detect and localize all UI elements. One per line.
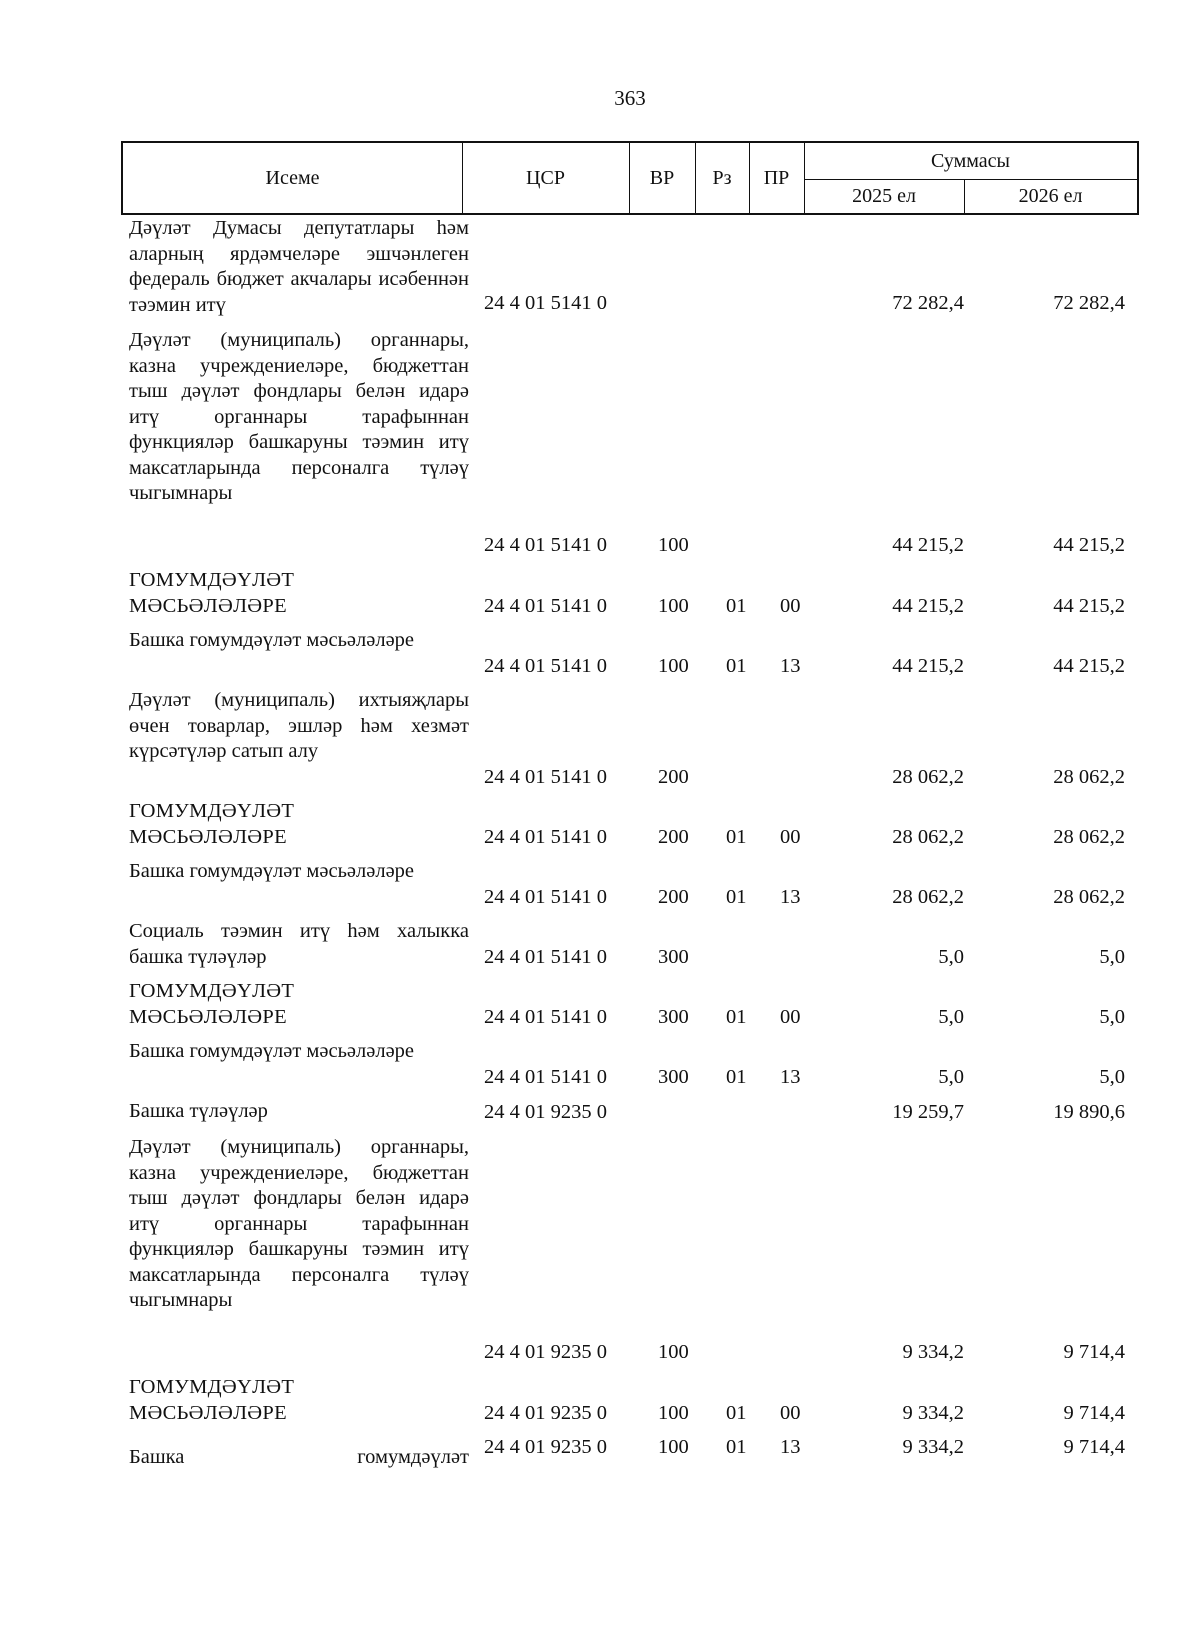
table-body [121, 216, 1139, 1475]
table-row [121, 1135, 1139, 1365]
header-name: Исеме [123, 143, 463, 213]
row-2025: 28 062,2 [892, 765, 964, 788]
row-rz: 01 [726, 885, 747, 908]
row-pr: 00 [780, 825, 801, 848]
row-2025: 9 334,2 [902, 1401, 964, 1424]
row-name: ГОМУМДӘҮЛӘТ МӘСЬӘЛӘЛӘРЕ [129, 980, 295, 1028]
row-2026: 19 890,6 [1053, 1100, 1125, 1123]
row-2025: 5,0 [938, 945, 964, 968]
row-vr: 200 [658, 885, 689, 908]
row-name: Социаль тәэмин итү һәм халыкка башка түләүләр [129, 920, 469, 968]
row-2025: 5,0 [938, 1005, 964, 1028]
table-row [121, 688, 1139, 790]
row-csr: 24 4 01 5141 0 [484, 1005, 607, 1028]
header-sums-group [804, 143, 1137, 213]
row-vr: 100 [658, 594, 689, 617]
table-header [121, 141, 1139, 215]
row-pr: 13 [780, 1436, 801, 1458]
table-row [121, 919, 1139, 970]
row-name: Башка түләүләр [129, 1100, 268, 1122]
row-vr: 300 [658, 1005, 689, 1028]
table-row [121, 628, 1139, 679]
row-vr: 200 [658, 765, 689, 788]
row-rz: 01 [726, 825, 747, 848]
table-row [121, 1375, 1139, 1426]
row-2026: 44 215,2 [1053, 594, 1125, 617]
row-name: Дәүләт Думасы депутатлары һәм аларның ярдәмчеләре эшчәнлеген федераль бюджет акчалары исәбеннән тәэмин итү [129, 217, 469, 316]
row-vr: 300 [658, 1065, 689, 1088]
row-2026: 28 062,2 [1053, 885, 1125, 908]
row-name: ГОМУМДӘҮЛӘТ МӘСЬӘЛӘЛӘРЕ [129, 569, 295, 617]
row-vr: 300 [658, 945, 689, 968]
table-row [121, 799, 1139, 850]
row-name: ГОМУМДӘҮЛӘТ МӘСЬӘЛӘЛӘРЕ [129, 1376, 295, 1424]
header-2026: 2026 ел [1018, 184, 1083, 207]
row-pr: 00 [780, 594, 801, 617]
row-2026: 28 062,2 [1053, 765, 1125, 788]
header-pr: ПР [749, 143, 805, 213]
row-name: Башка гомумдәүләт [129, 1446, 469, 1468]
row-vr: 100 [658, 1340, 689, 1363]
row-2026: 28 062,2 [1053, 825, 1125, 848]
row-2025: 5,0 [938, 1065, 964, 1088]
row-pr: 13 [780, 885, 801, 908]
row-name: Дәүләт (муниципаль) ихтыяҗлары өчен товарлар, эшләр һәм хезмәт күрсәтүләр сатып алу [129, 689, 469, 762]
table-row [121, 216, 1139, 316]
row-csr: 24 4 01 9235 0 [484, 1100, 607, 1123]
row-pr: 13 [780, 1065, 801, 1088]
row-2025: 19 259,7 [892, 1100, 964, 1123]
row-rz: 01 [726, 1401, 747, 1424]
row-csr: 24 4 01 5141 0 [484, 654, 607, 677]
row-2026: 5,0 [1099, 1005, 1125, 1028]
row-name: Башка гомумдәүләт мәсьәләләре [129, 629, 415, 651]
row-rz: 01 [726, 1005, 747, 1028]
row-csr: 24 4 01 5141 0 [484, 291, 607, 314]
row-csr: 24 4 01 5141 0 [484, 945, 607, 968]
row-pr: 13 [780, 654, 801, 677]
table-row [121, 1039, 1139, 1090]
row-2026: 44 215,2 [1053, 533, 1125, 556]
row-csr: 24 4 01 5141 0 [484, 765, 607, 788]
header-2025: 2025 ел [804, 179, 965, 213]
row-2025: 9 334,2 [902, 1436, 964, 1458]
row-2025: 28 062,2 [892, 885, 964, 908]
row-vr: 100 [658, 1436, 689, 1458]
header-vr: ВР [629, 143, 696, 213]
header-csr: ЦСР [462, 143, 630, 213]
table-row [121, 1099, 1139, 1125]
row-2026: 9 714,4 [1063, 1401, 1125, 1424]
row-csr: 24 4 01 9235 0 [484, 1340, 607, 1363]
row-csr: 24 4 01 5141 0 [484, 885, 607, 908]
row-vr: 100 [658, 1401, 689, 1424]
table-row [121, 859, 1139, 910]
row-pr: 00 [780, 1401, 801, 1424]
row-name: Дәүләт (муниципаль) органнары, казна учреждениеләре, бюджеттан тыш дәүләт фондлары белән идарә итү органнары тарафыннан функцияләр башкаруны тәэмин итү максатларында персоналга түләү чыгымнары [129, 1136, 469, 1311]
row-rz: 01 [726, 1436, 747, 1458]
row-2025: 72 282,4 [892, 291, 964, 314]
row-2026: 44 215,2 [1053, 654, 1125, 677]
row-2025: 44 215,2 [892, 654, 964, 677]
row-vr: 200 [658, 825, 689, 848]
row-2025: 44 215,2 [892, 594, 964, 617]
row-name: ГОМУМДӘҮЛӘТ МӘСЬӘЛӘЛӘРЕ [129, 800, 295, 848]
row-name: Башка гомумдәүләт мәсьәләләре [129, 860, 415, 882]
row-csr: 24 4 01 5141 0 [484, 533, 607, 556]
row-csr: 24 4 01 5141 0 [484, 594, 607, 617]
row-2026: 5,0 [1099, 1065, 1125, 1088]
row-2026: 9 714,4 [1063, 1340, 1125, 1363]
header-sums: Суммасы [804, 143, 1137, 180]
row-name: Дәүләт (муниципаль) органнары, казна учреждениеләре, бюджеттан тыш дәүләт фондлары белән идарә итү органнары тарафыннан функцияләр башкаруны тәэмин итү максатларында персоналга түләү чыгымнары [129, 329, 469, 504]
row-csr: 24 4 01 9235 0 [484, 1401, 607, 1424]
page-number: 363 [614, 86, 646, 110]
row-vr: 100 [658, 533, 689, 556]
table-row [121, 979, 1139, 1030]
row-rz: 01 [726, 1065, 747, 1088]
table-row [121, 1435, 1139, 1475]
row-csr: 24 4 01 5141 0 [484, 825, 607, 848]
row-2025: 28 062,2 [892, 825, 964, 848]
row-vr: 100 [658, 654, 689, 677]
row-csr: 24 4 01 5141 0 [484, 1065, 607, 1088]
table-row [121, 328, 1139, 558]
row-pr: 00 [780, 1005, 801, 1028]
header-rz: Рз [695, 143, 750, 213]
row-2025: 44 215,2 [892, 533, 964, 556]
row-rz: 01 [726, 654, 747, 677]
row-name: Башка гомумдәүләт мәсьәләләре [129, 1040, 415, 1062]
row-csr: 24 4 01 9235 0 [484, 1436, 607, 1458]
table-row [121, 568, 1139, 619]
row-rz: 01 [726, 594, 747, 617]
row-2026: 72 282,4 [1053, 291, 1125, 314]
row-2026: 9 714,4 [1063, 1436, 1125, 1458]
row-2026: 5,0 [1099, 945, 1125, 968]
row-2025: 9 334,2 [902, 1340, 964, 1363]
